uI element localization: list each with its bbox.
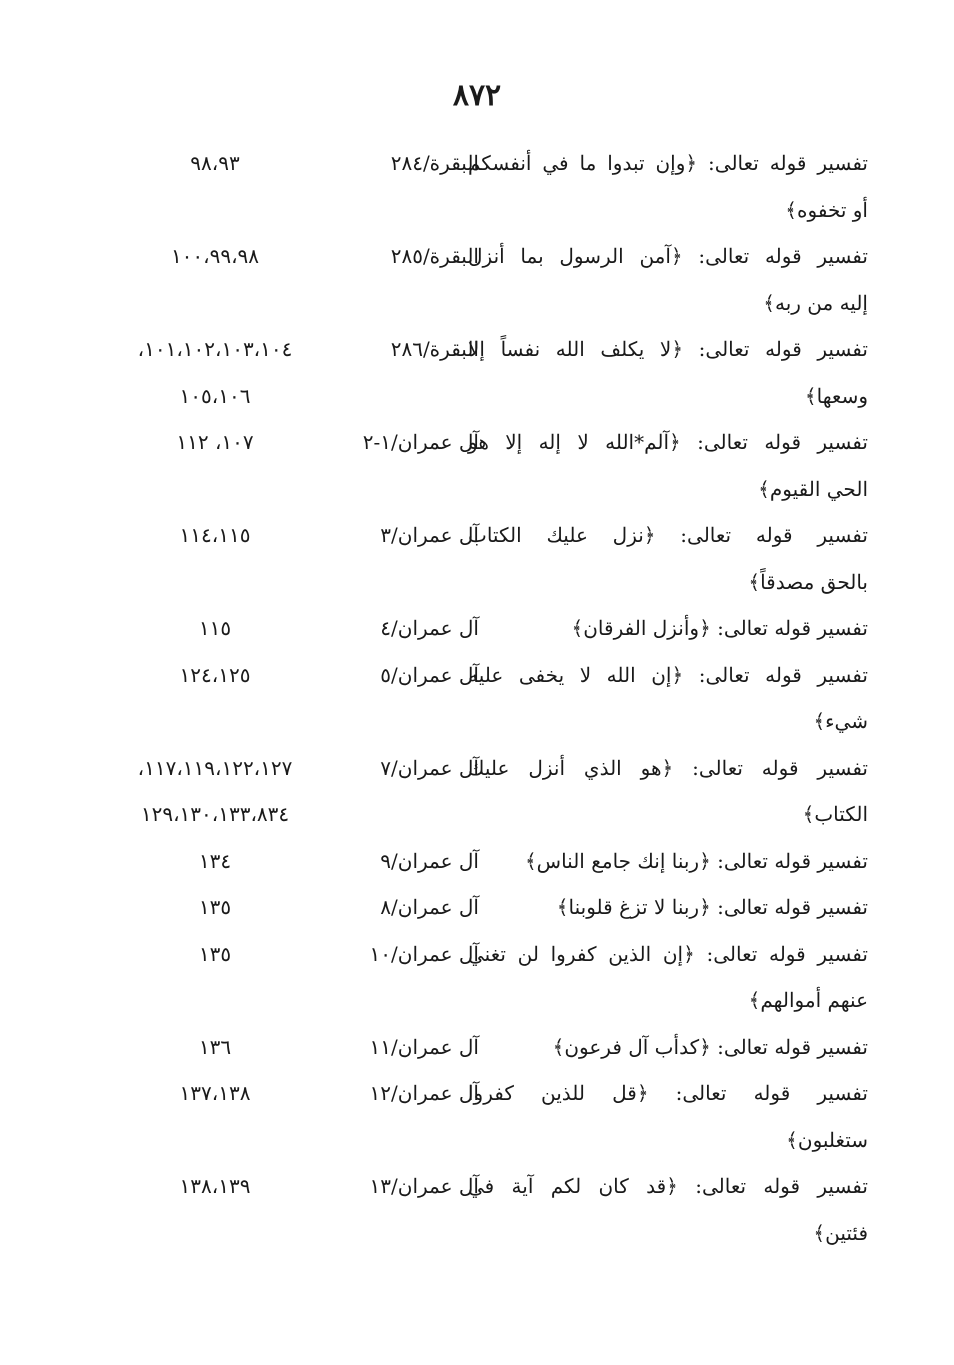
verse-reference: آل عمران/٨ bbox=[380, 895, 479, 919]
verse-reference: آل عمران/٧ bbox=[380, 755, 479, 780]
entry-text-continued: إليه من ربه﴾ bbox=[763, 290, 868, 315]
index-entry bbox=[0, 419, 954, 512]
verse-reference: البقرة/٢٨٦ bbox=[390, 337, 479, 361]
entry-text: تفسير قوله تعالى: ﴿كدأب آل فرعون﴾ bbox=[552, 1034, 868, 1059]
page-numbers: ١٠١،١٠٢،١٠٣،١٠٤، bbox=[137, 337, 293, 361]
verse-reference: البقرة/٢٨٥ bbox=[390, 244, 479, 268]
page-numbers: ١٠٠،٩٩،٩٨ bbox=[170, 244, 260, 268]
page-numbers-continued: ١٢٩،١٣٠،١٣٣،٨٣٤ bbox=[140, 802, 290, 826]
index-entry bbox=[0, 512, 954, 605]
entry-text-continued: الكتاب﴾ bbox=[802, 802, 868, 826]
index-entry bbox=[0, 605, 954, 652]
entry-text: تفسير قوله تعالى: ﴿قل للذين كفروا bbox=[468, 1081, 868, 1105]
page-number: ٨٧٢ bbox=[452, 78, 502, 113]
page-numbers: ١١٤،١١٥ bbox=[179, 523, 251, 547]
page-numbers: ٩٨،٩٣ bbox=[190, 151, 240, 175]
page-numbers: ١١٥ bbox=[198, 616, 232, 640]
page-numbers: ١٢٤،١٢٥ bbox=[179, 662, 251, 687]
verse-reference: آل عمران/١٣ bbox=[369, 1174, 479, 1198]
index-entry bbox=[0, 1024, 954, 1071]
index-entry bbox=[0, 884, 954, 931]
entry-text-continued: أو تخفوه﴾ bbox=[785, 197, 868, 222]
entry-text-continued: وسعها﴾ bbox=[804, 383, 868, 408]
page-numbers-continued: ١٠٥،١٠٦ bbox=[179, 383, 251, 408]
verse-index bbox=[0, 140, 954, 1256]
entry-text: تفسير قوله تعالى: ﴿وإن تبدوا ما في أنفسكم bbox=[468, 151, 868, 175]
index-entry bbox=[0, 1070, 954, 1163]
entry-text: تفسير قوله تعالى: ﴿نزل عليك الكتاب bbox=[468, 523, 868, 547]
index-entry bbox=[0, 652, 954, 745]
entry-text: تفسير قوله تعالى: ﴿ربنا إنك جامع الناس﴾ bbox=[524, 848, 868, 873]
entry-text: تفسير قوله تعالى: ﴿قد كان لكم آية في bbox=[468, 1174, 868, 1198]
verse-reference: البقرة/٢٨٤ bbox=[390, 151, 479, 175]
verse-reference: آل عمران/١٠ bbox=[369, 941, 479, 966]
page-numbers: ١٣٨،١٣٩ bbox=[179, 1174, 251, 1198]
page-numbers: ١١٧،١١٩،١٢٢،١٢٧، bbox=[137, 755, 293, 780]
page-numbers: ١٣٦ bbox=[198, 1034, 232, 1059]
entry-text-continued: فئتين﴾ bbox=[813, 1220, 868, 1245]
entry-text-continued: بالحق مصدقاً﴾ bbox=[748, 569, 868, 594]
entry-text-continued: شيء﴾ bbox=[813, 709, 868, 733]
verse-reference: آل عمران/١٢ bbox=[369, 1081, 479, 1105]
entry-text: تفسير قوله تعالى: ﴿آلم*الله لا إله إلا هو bbox=[468, 430, 868, 454]
entry-text: تفسير قوله تعالى: ﴿وأنزل الفرقان﴾ bbox=[571, 616, 868, 640]
verse-reference: آل عمران/٩ bbox=[380, 848, 479, 873]
page-numbers: ١٣٧،١٣٨ bbox=[179, 1081, 251, 1105]
verse-reference: آل عمران/٣ bbox=[380, 523, 479, 547]
entry-text: تفسير قوله تعالى: ﴿هو الذي أنزل عليك bbox=[468, 755, 868, 780]
verse-reference: آل عمران/١١ bbox=[369, 1034, 479, 1059]
page-numbers: ١٣٥ bbox=[198, 895, 232, 919]
index-entry bbox=[0, 931, 954, 1024]
page-numbers: ١٣٤ bbox=[198, 848, 232, 873]
verse-reference: آل عمران/٤ bbox=[380, 616, 479, 640]
page-numbers: ١٣٥ bbox=[198, 941, 232, 966]
verse-reference: آل عمران/٥ bbox=[380, 662, 479, 687]
index-entry bbox=[0, 745, 954, 838]
index-entry bbox=[0, 1163, 954, 1256]
entry-text-continued: ستغلبون﴾ bbox=[786, 1127, 868, 1152]
index-entry bbox=[0, 233, 954, 326]
page-numbers: ١٠٧، ١١٢ bbox=[176, 430, 254, 454]
index-entry bbox=[0, 838, 954, 885]
entry-text: تفسير قوله تعالى: ﴿ربنا لا تزغ قلوبنا﴾ bbox=[556, 895, 868, 919]
entry-text: تفسير قوله تعالى: ﴿لا يكلف الله نفساً إلا bbox=[468, 337, 868, 361]
index-entry bbox=[0, 326, 954, 419]
index-entry bbox=[0, 140, 954, 233]
entry-text-continued: الحي القيوم﴾ bbox=[758, 476, 868, 501]
entry-text: تفسير قوله تعالى: ﴿إن الذين كفروا لن تغني bbox=[468, 941, 868, 966]
verse-reference: آل عمران/١-٢ bbox=[362, 430, 479, 454]
entry-text: تفسير قوله تعالى: ﴿آمن الرسول بما أنزل bbox=[468, 244, 868, 268]
entry-text: تفسير قوله تعالى: ﴿إن الله لا يخفى عليه bbox=[468, 662, 868, 687]
entry-text-continued: عنهم أموالهم﴾ bbox=[748, 988, 868, 1012]
